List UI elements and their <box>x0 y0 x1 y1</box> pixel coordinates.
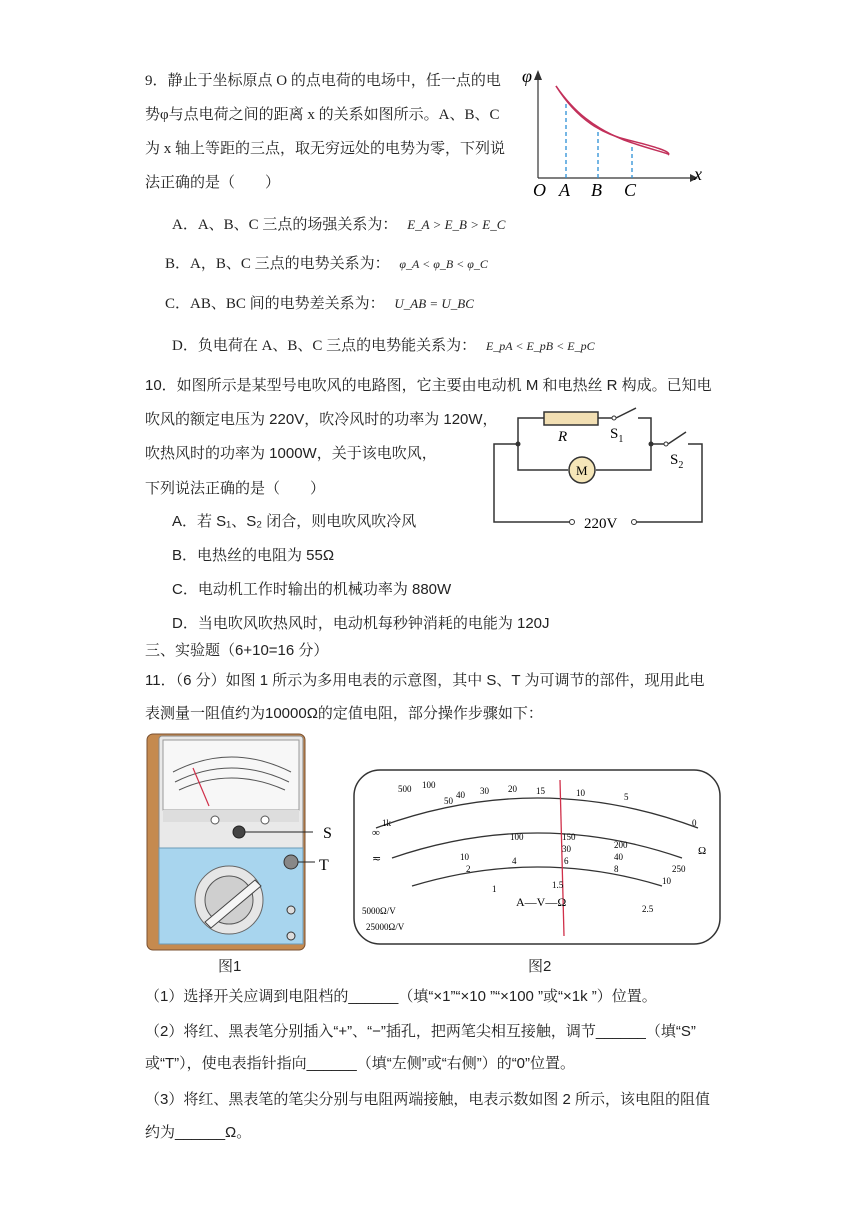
q10-line4: 下列说法正确的是（ ） <box>145 480 326 497</box>
q9-option-a-math: E_A > E_B > E_C <box>407 217 506 232</box>
q11-step2-line1: （2）将红、黑表笔分别插入“+”、“−”插孔，把两笔尖相互接触，调节______（填“S” <box>145 1023 696 1040</box>
svg-text:5000Ω/V: 5000Ω/V <box>362 906 396 916</box>
q10-circuit-diagram <box>486 402 716 532</box>
q11-line2: 表测量一阻值约为10000Ω的定值电阻，部分操作步骤如下： <box>145 705 543 722</box>
q9-option-d-math: E_pA < E_pB < E_pC <box>485 339 595 353</box>
q9-option-c: C．AB、BC 间的电势差关系为： U_AB = U_BC <box>165 296 474 312</box>
q9-potential-graph <box>522 66 718 200</box>
svg-text:4: 4 <box>512 856 517 866</box>
svg-text:1.5: 1.5 <box>552 880 564 890</box>
q10-line1: 10．如图所示是某型号电吹风的电路图，它主要由电动机 M 和电热丝 R 构成。已知电 <box>145 377 712 394</box>
resistor-label: R <box>558 429 568 445</box>
svg-text:150: 150 <box>562 832 576 842</box>
voltage-label: 220V <box>584 516 618 532</box>
svg-text:Ω: Ω <box>698 845 707 857</box>
q11-step3-line1: （3）将红、黑表笔的笔尖分别与电阻两端接触，电表示数如图 2 所示，该电阻的阻值 <box>145 1091 711 1108</box>
switch-s2 <box>668 432 686 444</box>
origin-label: O <box>533 180 546 200</box>
axis-phi-label: φ <box>522 66 532 86</box>
s1-label: $S_1$ <box>610 426 624 445</box>
q10-option-b: B．电热丝的电阻为 55Ω <box>172 547 335 564</box>
q9-line2: 势φ与点电荷之间的距离 x 的关系如图所示。A、B、C <box>145 107 500 123</box>
potential-curve <box>556 86 669 155</box>
q10-option-c: C．电动机工作时输出的机械功率为 880W <box>172 581 452 598</box>
q9-option-b: B．A，B、C 三点的电势关系为： φ_A < φ_B < φ_C <box>165 256 488 272</box>
svg-text:2: 2 <box>466 864 471 874</box>
svg-text:≂: ≂ <box>372 853 382 865</box>
svg-text:0: 0 <box>692 818 697 828</box>
svg-text:2.5: 2.5 <box>642 904 654 914</box>
q9-option-b-math: φ_A < φ_B < φ_C <box>399 257 488 271</box>
svg-text:6: 6 <box>564 856 569 866</box>
svg-text:5: 5 <box>624 792 629 802</box>
svg-text:10: 10 <box>576 788 585 798</box>
svg-text:A—V—Ω: A—V—Ω <box>516 895 567 909</box>
q10-option-a: A．若 S₁、S₂ 闭合，则电吹风吹冷风 <box>172 513 417 530</box>
knob-t <box>284 855 298 869</box>
svg-text:1: 1 <box>492 884 497 894</box>
svg-text:40: 40 <box>614 852 623 862</box>
svg-text:500: 500 <box>398 784 412 794</box>
q11-line1: 11．（6 分）如图 1 所示为多用电表的示意图，其中 S、T 为可调节的部件，现用此电 <box>145 672 705 689</box>
q10-line3: 吹热风时的功率为 1000W，关于该电吹风， <box>145 445 437 462</box>
q11-step1: （1）选择开关应调到电阻档的______（填“×1”“×10 ”“×100 ”或“×1k ”）位置。 <box>145 988 657 1005</box>
svg-text:40: 40 <box>456 790 465 800</box>
svg-text:200: 200 <box>614 840 628 850</box>
svg-text:20: 20 <box>508 784 517 794</box>
q11-step2-line2: 或“T”），使电表指针指向______（填“左侧”或“右侧”）的“0”位置。 <box>145 1055 576 1072</box>
s2-label: $S_2$ <box>670 452 684 471</box>
svg-text:50: 50 <box>444 796 453 806</box>
svg-text:100: 100 <box>422 780 436 790</box>
fig1-multimeter <box>145 732 345 952</box>
svg-text:30: 30 <box>562 844 571 854</box>
q9-option-a: A．A、B、C 三点的场强关系为： E_A > E_B > E_C <box>172 217 506 233</box>
q9-option-c-math: U_AB = U_BC <box>394 296 474 311</box>
q9-line4: 法正确的是（ ） <box>145 175 281 191</box>
switch-s1 <box>616 408 636 418</box>
svg-text:10: 10 <box>662 876 671 886</box>
point-c-label: C <box>624 180 637 200</box>
fig1-caption: 图1 <box>218 958 242 975</box>
section-3-heading: 三、实验题（6+10=16 分） <box>145 642 329 659</box>
q9-line3: 为 x 轴上等距的三点，取无穷远处的电势为零，下列说 <box>145 141 506 157</box>
point-b-label: B <box>591 180 602 200</box>
fig2-meter-scale <box>352 768 724 948</box>
svg-text:30: 30 <box>480 786 489 796</box>
fig2-caption: 图2 <box>528 958 552 975</box>
svg-text:100: 100 <box>510 832 524 842</box>
fig1-s-label: S <box>323 825 332 842</box>
q10-line2: 吹风的额定电压为 220V，吹冷风时的功率为 120W， <box>145 411 498 428</box>
svg-text:10: 10 <box>460 852 469 862</box>
motor-label: M <box>576 463 588 478</box>
q9-option-d: D．负电荷在 A、B、C 三点的电势能关系为： E_pA < E_pB < E_pC <box>172 338 595 354</box>
q9-line1: 9．静止于坐标原点 O 的点电荷的电场中，任一点的电 <box>145 73 501 89</box>
q11-step3-line2: 约为______Ω。 <box>145 1124 252 1141</box>
svg-text:15: 15 <box>536 786 545 796</box>
axis-x-label: x <box>694 164 702 184</box>
svg-text:250: 250 <box>672 864 686 874</box>
svg-text:8: 8 <box>614 864 619 874</box>
svg-text:1k: 1k <box>382 818 391 828</box>
point-a-label: A <box>559 180 570 200</box>
fig1-t-label: T <box>319 857 329 874</box>
q10-option-d: D．当电吹风吹热风时，电动机每秒钟消耗的电能为 120J <box>172 615 550 632</box>
svg-text:∞: ∞ <box>372 827 380 839</box>
svg-text:25000Ω/V: 25000Ω/V <box>366 922 405 932</box>
knob-s <box>233 826 245 838</box>
resistor-r <box>544 412 598 425</box>
